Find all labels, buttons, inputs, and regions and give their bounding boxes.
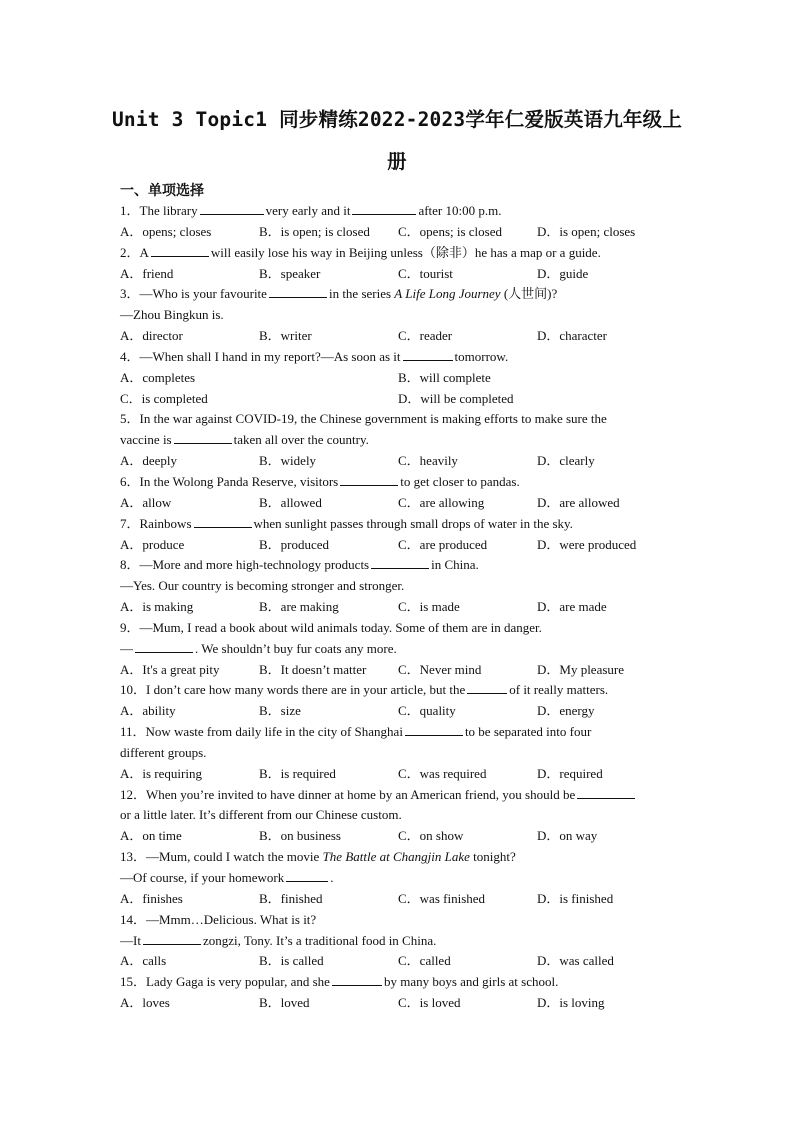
question-8-line-2: —Yes. Our country is becoming stronger and stronger. [120,578,405,594]
document-title-continued: 册 [387,150,407,173]
option-c: C．on show [398,828,464,844]
question-2: 2．A will easily lose his way in Beijing unless（除非）he has a map or a guide. [120,244,601,260]
option-d: D．was called [537,953,614,969]
option-b: B．are making [259,599,339,615]
option-c: C．heavily [398,453,458,469]
question-8-options [120,597,680,618]
option-d: D．will be completed [398,390,514,406]
answer-blank [286,868,328,882]
option-a: A．deeply [120,453,178,469]
document-title: Unit 3 Topic1 同步精练2022-2023学年仁爱版英语九年级上 [111,108,683,131]
question-6: 6．In the Wolong Panda Reserve, visitors to get closer to pandas. [120,473,520,489]
question-13-line-2: —Of course, if your homework . [120,870,334,885]
option-d: D．is loving [537,995,605,1011]
question-5: 5．In the war against COVID-19, the Chinese government is making efforts to make sure the [120,411,607,427]
option-b: B．is open; is closed [259,223,370,239]
option-b: B．size [259,703,301,719]
answer-blank [577,785,635,799]
answer-blank [194,514,252,528]
question-11: 11．Now waste from daily life in the city of Shanghai to be separated into four [120,724,592,740]
option-d: D．My pleasure [537,661,625,677]
answer-blank [405,722,463,736]
question-4-options-ab [120,368,680,389]
answer-blank [403,347,453,361]
option-b: B．finished [259,890,323,906]
option-d: D．required [537,765,603,781]
option-b: B．is called [259,953,324,969]
option-b: B．is required [259,765,336,781]
option-c: C．tourist [398,265,453,281]
option-a: A．loves [120,995,170,1011]
question-2-options [120,264,680,285]
option-b: B．speaker [259,265,321,281]
answer-blank [143,931,201,945]
answer-blank [371,555,429,569]
option-c: C．quality [398,703,456,719]
question-9-line-2: — . We shouldn’t buy fur coats any more. [120,640,397,656]
option-b: B．on business [259,828,341,844]
question-1-options [120,222,680,243]
answer-blank [200,201,264,215]
option-c: C．is made [398,599,460,615]
option-a: A．produce [120,536,185,552]
question-15-options [120,993,680,1014]
question-14-options [120,951,680,972]
option-a: A．calls [120,953,167,969]
option-a: A．completes [120,369,196,385]
question-14-line-2: —It zongzi, Tony. It’s a traditional food in China. [120,932,437,948]
option-d: D．are allowed [537,494,620,510]
option-b: B．allowed [259,494,322,510]
option-b: B．widely [259,453,317,469]
option-c: C．was finished [398,890,486,906]
option-b: B．It doesn’t matter [259,661,367,677]
option-c: C．are produced [398,536,488,552]
question-9: 9．—Mum, I read a book about wild animals today. Some of them are in danger. [120,619,542,635]
answer-blank [135,639,193,653]
answer-blank [174,430,232,444]
answer-blank [467,680,507,694]
option-d: D．is finished [537,890,614,906]
option-d: D．were produced [537,536,637,552]
option-c: C．was required [398,765,487,781]
option-c: C．opens; is closed [398,223,502,239]
question-5-line-2: vaccine is taken all over the country. [120,432,369,448]
question-11-line-2: different groups. [120,744,207,760]
option-d: D．is open; closes [537,223,636,239]
option-c: C．reader [398,328,453,344]
option-c: C．is completed [120,390,208,406]
option-d: D．energy [537,703,595,719]
option-d: D．character [537,328,608,344]
option-a: A．allow [120,494,172,510]
answer-blank [352,201,416,215]
question-14: 14．—Mmm…Delicious. What is it? [120,911,317,927]
option-c: C．are allowing [398,494,485,510]
question-3-options [120,326,680,347]
question-4-options-cd [120,389,680,410]
question-10: 10．I don’t care how many words there are in your article, but the of it really matters. [120,682,609,698]
option-a: A．opens; closes [120,223,212,239]
question-6-options [120,493,680,514]
option-c: C．called [398,953,451,969]
answer-blank [151,243,209,257]
question-5-options [120,451,680,472]
question-12-line-2: or a little later. It’s different from our Chinese custom. [120,807,402,823]
option-d: D．on way [537,828,598,844]
question-4: 4．—When shall I hand in my report?—As soon as it tomorrow. [120,348,509,364]
question-13-options [120,889,680,910]
question-8: 8．—More and more high-technology products in China. [120,557,479,573]
option-b: B．loved [259,995,310,1011]
option-d: D．are made [537,599,607,615]
question-7-options [120,535,680,556]
option-a: A．finishes [120,890,183,906]
option-a: A．on time [120,828,182,844]
answer-blank [269,284,327,298]
question-13: 13．—Mum, could I watch the movie The Battle at Changjin Lake tonight? [120,849,516,865]
question-1: 1．The library very early and it after 10:00 p.m. [120,203,502,218]
answer-blank [340,472,398,486]
option-b: B．writer [259,328,312,344]
answer-blank [332,972,382,986]
question-7: 7．Rainbows when sunlight passes through small drops of water in the sky. [120,515,573,531]
option-a: A．It's a great pity [120,661,220,677]
question-list [120,201,680,1014]
option-a: A．director [120,328,183,344]
option-a: A．ability [120,703,176,719]
option-d: D．clearly [537,453,595,469]
question-9-options [120,660,680,681]
question-12-options [120,826,680,847]
question-12: 12．When you’re invited to have dinner at home by an American friend, you should be [120,785,680,806]
question-15: 15．Lady Gaga is very popular, and she by many boys and girls at school. [120,974,559,990]
option-b: B．produced [259,536,330,552]
option-a: A．is requiring [120,765,202,781]
option-a: A．is making [120,599,194,615]
option-c: C．is loved [398,995,461,1011]
option-a: A．friend [120,265,174,281]
option-c: C．Never mind [398,661,482,677]
section-heading: 一、单项选择 [120,183,204,199]
option-d: D．guide [537,265,589,281]
option-b: B．will complete [398,369,491,385]
question-3: 3．—Who is your favourite in the series A Life Long Journey (人世间)? [120,286,558,302]
question-11-options [120,764,680,785]
question-3-line-2: —Zhou Bingkun is. [120,307,224,323]
question-10-options [120,701,680,722]
